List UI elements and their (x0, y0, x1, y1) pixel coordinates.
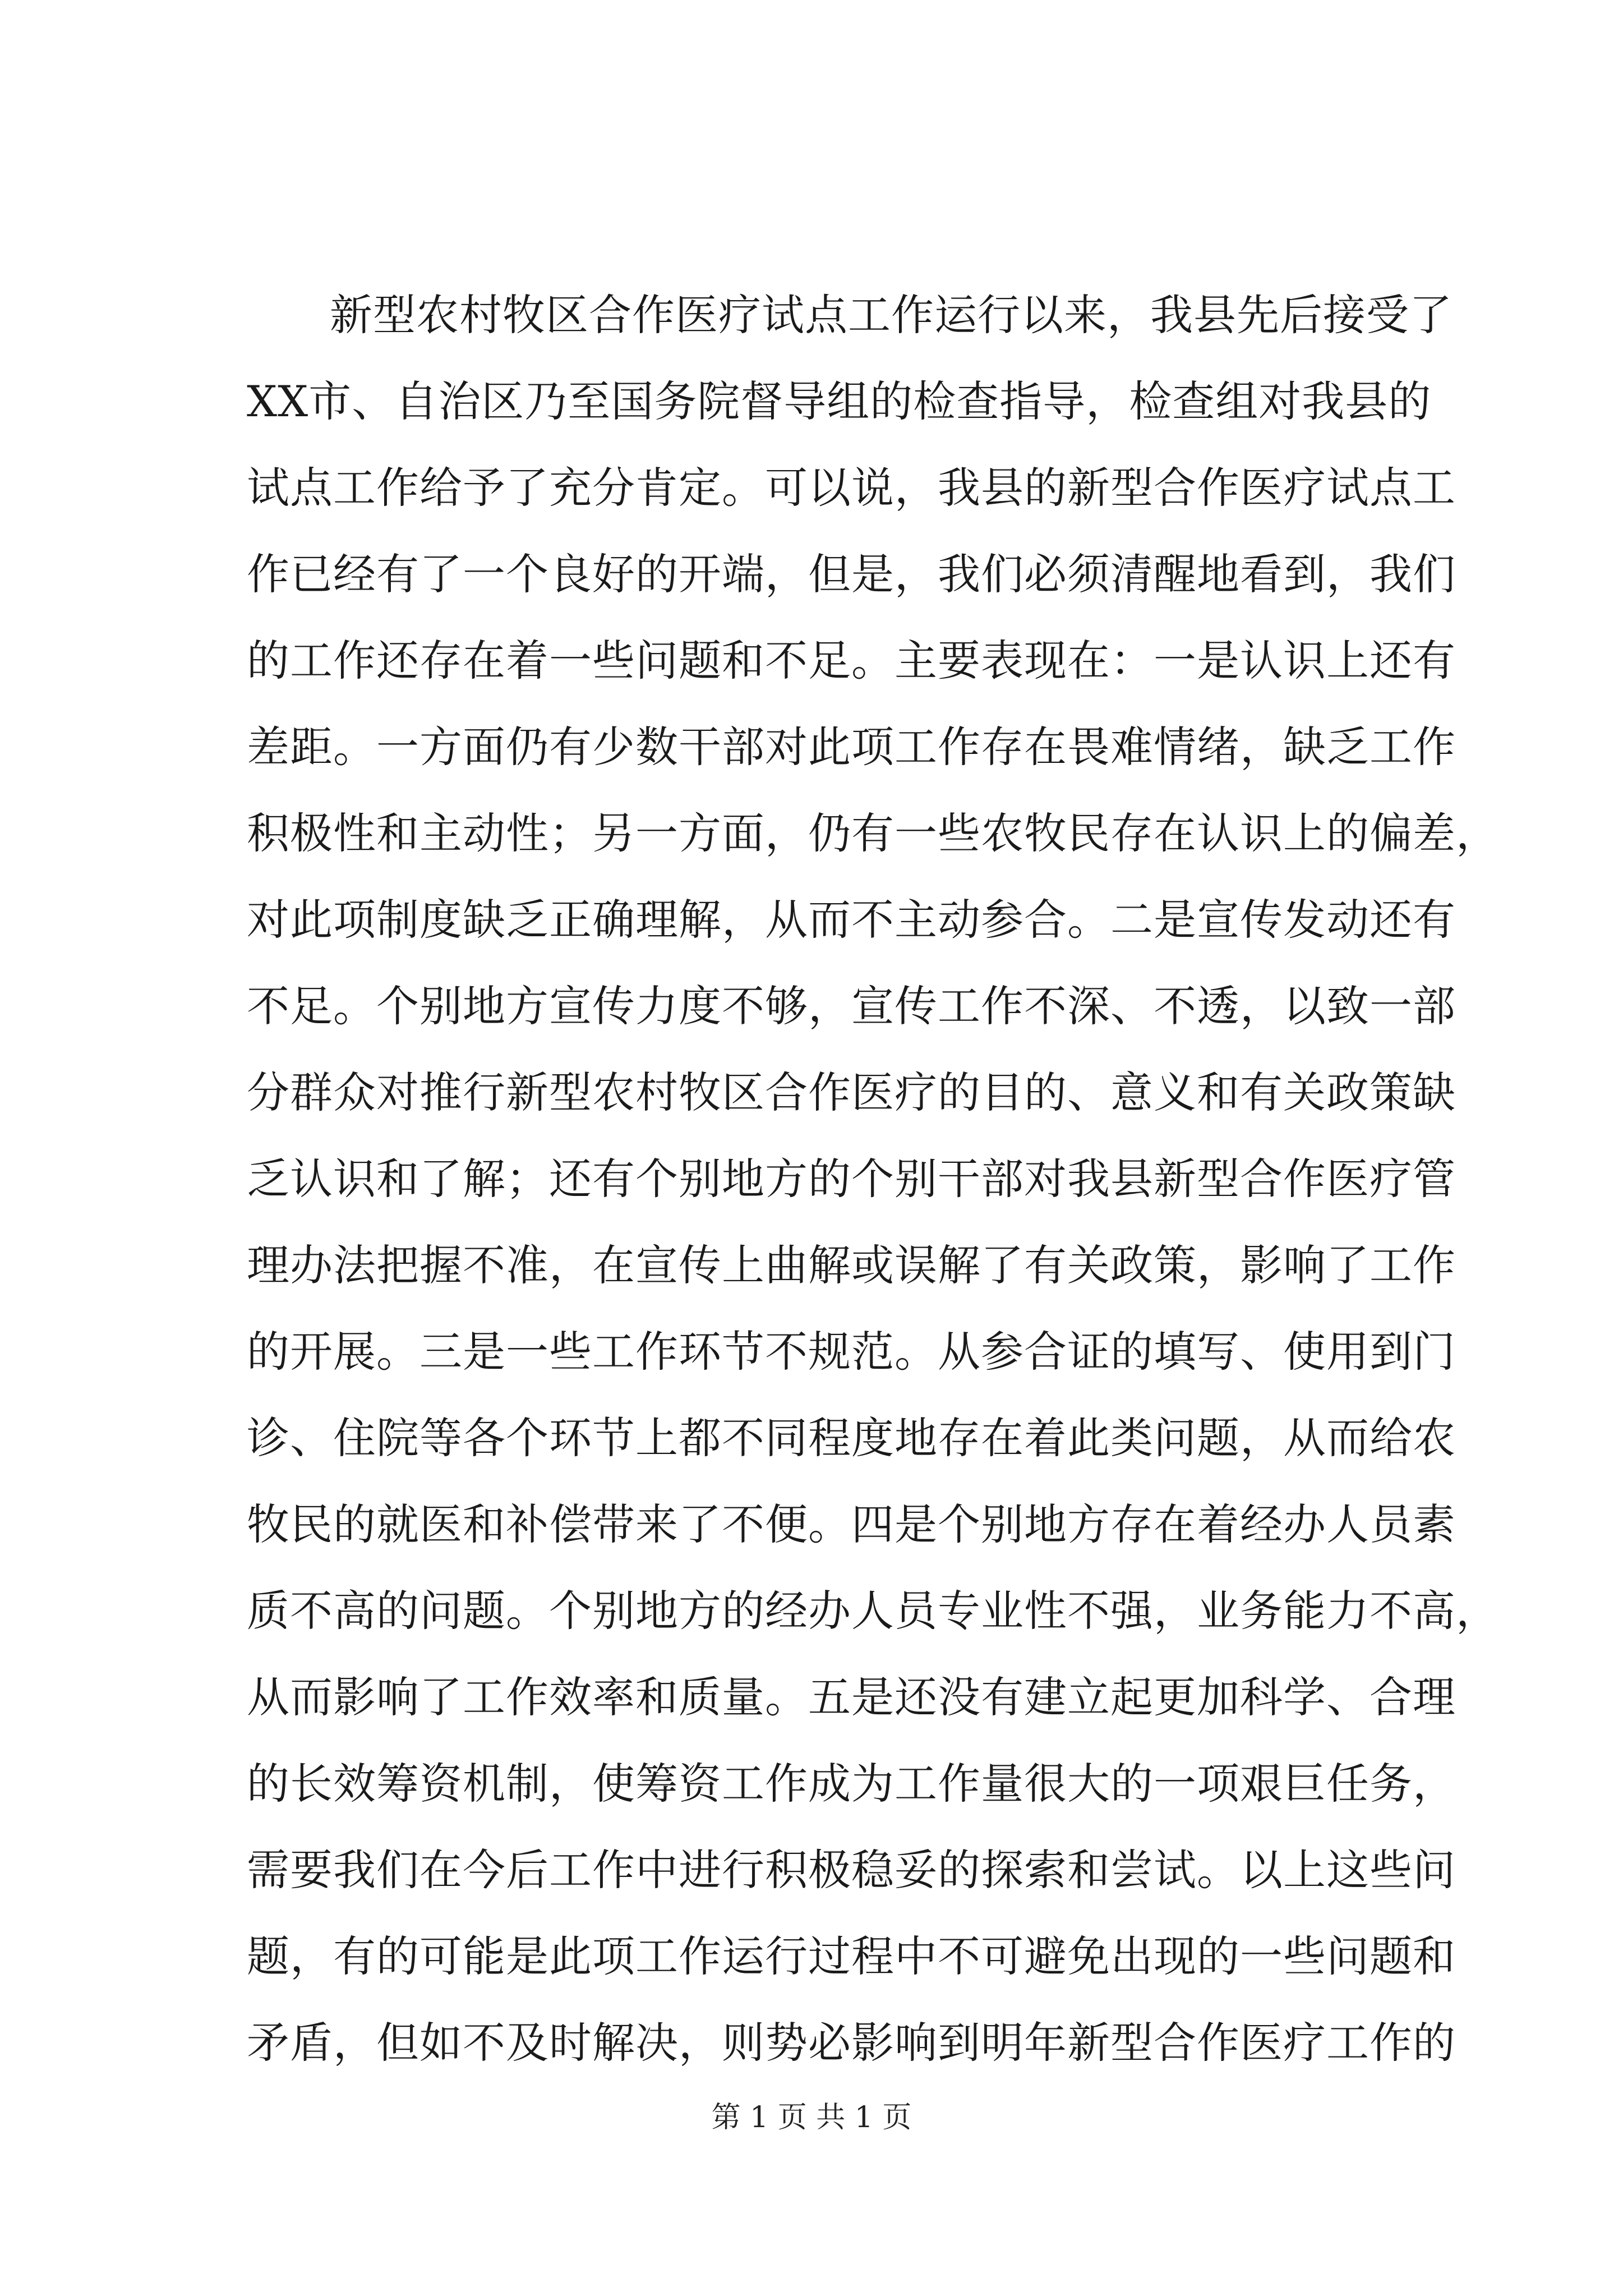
paragraph-line: 从而影响了工作效率和质量。五是还没有建立起更加科学、合理 (247, 1672, 1456, 1722)
paragraph-line: 的长效筹资机制，使筹资工作成为工作量很大的一项艰巨任务， (247, 1759, 1456, 1809)
paragraph-line: 的工作还存在着一些问题和不足。主要表现在：一是认识上还有 (247, 636, 1456, 685)
paragraph-line: 的开展。三是一些工作环节不规范。从参合证的填写、使用到门 (247, 1327, 1456, 1377)
paragraph-line: 诊、住院等各个环节上都不同程度地存在着此类问题，从而给农 (247, 1413, 1456, 1463)
body-paragraph (247, 272, 1499, 2086)
paragraph-line: 乏认识和了解；还有个别地方的个别干部对我县新型合作医疗管 (247, 1154, 1456, 1204)
paragraph-line: 差距。一方面仍有少数干部对此项工作存在畏难情绪，缺乏工作 (247, 722, 1456, 772)
paragraph-line: 作已经有了一个良好的开端，但是，我们必须清醒地看到，我们 (247, 549, 1456, 599)
paragraph-line: 试点工作给予了充分肯定。可以说，我县的新型合作医疗试点工 (247, 463, 1456, 513)
paragraph-line: 理办法把握不准，在宣传上曲解或误解了有关政策，影响了工作 (247, 1240, 1456, 1290)
paragraph-line: 矛盾，但如不及时解决，则势必影响到明年新型合作医疗工作的 (247, 2018, 1456, 2068)
paragraph-line: 题，有的可能是此项工作运行过程中不可避免出现的一些问题和 (247, 1931, 1456, 1981)
paragraph-line: 牧民的就医和补偿带来了不便。四是个别地方存在着经办人员素 (247, 1499, 1456, 1549)
paragraph-line: 不足。个别地方宣传力度不够，宣传工作不深、不透，以致一部 (247, 981, 1456, 1031)
paragraph-line: 积极性和主动性；另一方面，仍有一些农牧民存在认识上的偏差， (247, 808, 1499, 858)
page-number-label: 第 1 页 共 1 页 (711, 2101, 912, 2134)
page-footer (0, 2098, 1623, 2137)
paragraph-line: 新型农村牧区合作医疗试点工作运行以来，我县先后接受了 (330, 290, 1453, 340)
paragraph-line: 分群众对推行新型农村牧区合作医疗的目的、意义和有关政策缺 (247, 1068, 1456, 1117)
paragraph-line: 需要我们在今后工作中进行积极稳妥的探索和尝试。以上这些问 (247, 1845, 1456, 1895)
paragraph-line: 质不高的问题。个别地方的经办人员专业性不强，业务能力不高， (247, 1586, 1499, 1636)
paragraph-line: 对此项制度缺乏正确理解，从而不主动参合。二是宣传发动还有 (247, 895, 1456, 945)
paragraph-line: XX市、自治区乃至国务院督导组的检查指导，检查组对我县的 (247, 376, 1432, 426)
